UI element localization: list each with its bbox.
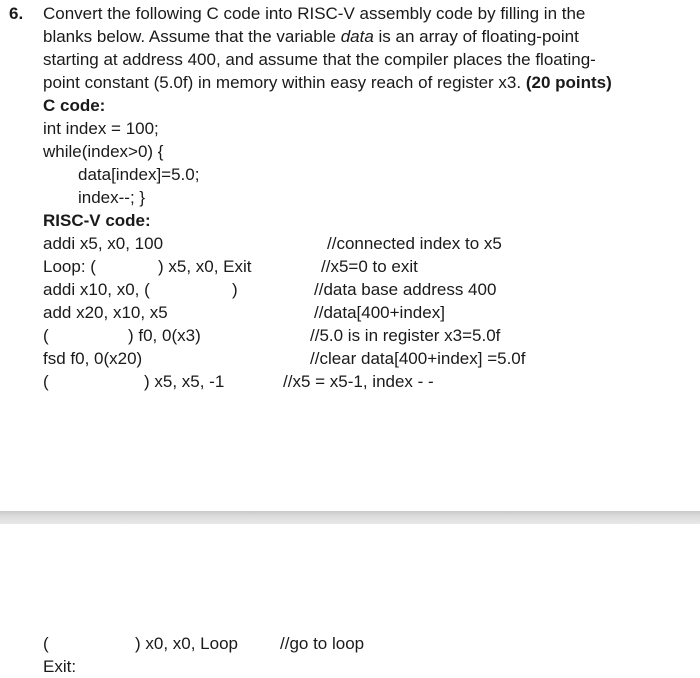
c-code-line: data[index]=5.0;: [78, 165, 200, 184]
riscv-instruction: (: [43, 326, 49, 345]
riscv-blank-tail: ) f0, 0(x3): [128, 326, 201, 345]
riscv-instruction: fsd f0, 0(x20): [43, 349, 143, 368]
riscv-blank-tail: ) x5, x5, -1: [144, 372, 225, 391]
riscv-instruction: add x20, x10, x5: [43, 303, 168, 322]
c-code-line: while(index>0) {: [43, 142, 164, 161]
exit-label: Exit:: [43, 657, 77, 676]
riscv-instruction: (: [43, 634, 49, 653]
c-code-line: int index = 100;: [43, 119, 159, 138]
riscv-heading: RISC-V code:: [43, 211, 151, 230]
riscv-comment: //clear data[400+index] =5.0f: [310, 349, 526, 368]
points-label: (20 points): [525, 73, 612, 92]
question-line-3: starting at address 400, and assume that the compiler places the floating-: [43, 50, 596, 69]
c-code-heading: C code:: [43, 96, 106, 115]
question-line-1: Convert the following C code into RISC-V assembly code by filling in the: [43, 4, 586, 23]
variable-data: data: [340, 27, 374, 46]
riscv-blank-tail: ) x5, x0, Exit: [158, 257, 252, 276]
riscv-instruction: addi x5, x0, 100: [43, 234, 164, 253]
page-divider: [0, 511, 700, 524]
riscv-instruction: Loop: (: [43, 257, 96, 276]
riscv-comment: //x5=0 to exit: [321, 257, 418, 276]
question-line-2: blanks below. Assume that the variable data is an array of floating-point: [43, 27, 579, 46]
question-number: 6.: [9, 4, 24, 23]
riscv-comment: //5.0 is in register x3=5.0f: [310, 326, 501, 345]
question-line-4: point constant (5.0f) in memory within easy reach of register x3. (20 points): [43, 73, 612, 92]
riscv-blank-tail: ) x0, x0, Loop: [135, 634, 239, 653]
riscv-comment: //data base address 400: [314, 280, 497, 299]
riscv-comment: //x5 = x5-1, index - -: [283, 372, 434, 391]
riscv-comment: //connected index to x5: [327, 234, 502, 253]
riscv-blank-tail: ): [232, 280, 238, 299]
riscv-instruction: addi x10, x0, (: [43, 280, 150, 299]
riscv-comment: //data[400+index]: [314, 303, 445, 322]
riscv-instruction: (: [43, 372, 49, 391]
riscv-comment: //go to loop: [280, 634, 365, 653]
c-code-line: index--; }: [78, 188, 146, 207]
